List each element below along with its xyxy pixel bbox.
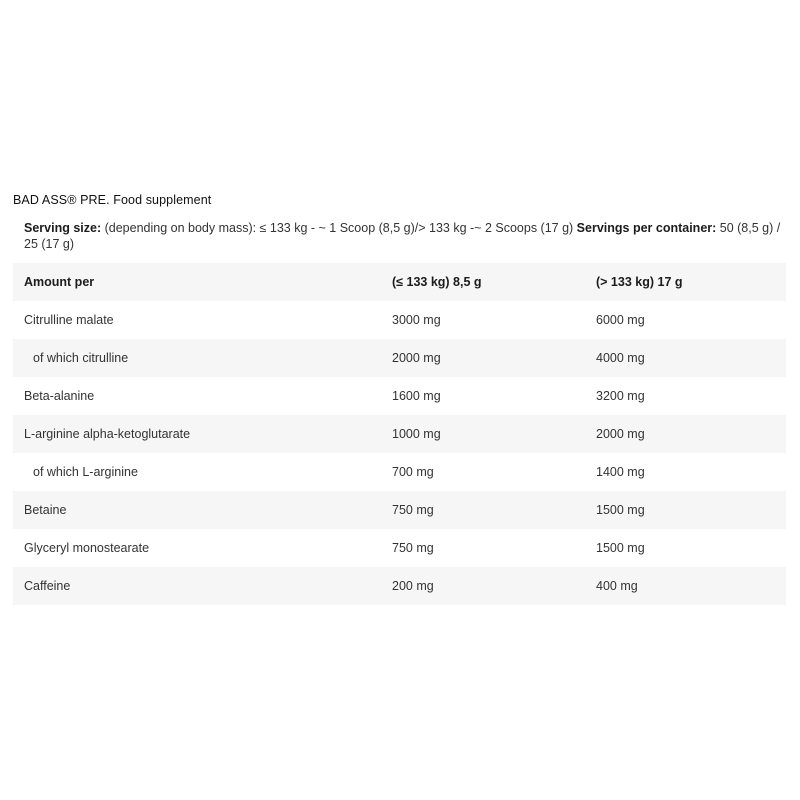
- ingredient-amount-small: 1000 mg: [392, 427, 441, 441]
- ingredient-amount-small: 750 mg: [392, 503, 434, 517]
- table-row: [13, 491, 786, 529]
- ingredient-amount-large: 1500 mg: [596, 503, 645, 517]
- ingredient-amount-small: 200 mg: [392, 579, 434, 593]
- serving-size-label: Serving size:: [24, 221, 102, 235]
- ingredient-amount-large: 6000 mg: [596, 313, 645, 327]
- ingredient-name: Glyceryl monostearate: [24, 541, 150, 555]
- header-large-serving: (> 133 kg) 17 g: [596, 275, 683, 289]
- ingredient-amount-small: 3000 mg: [392, 313, 441, 327]
- table-row: [13, 301, 786, 339]
- document-title: BAD ASS® PRE. Food supplement: [13, 193, 212, 207]
- servings-per-container-text: 50 (8,5 g) / 25 (17 g): [24, 221, 781, 251]
- table-row: [13, 529, 786, 567]
- ingredient-name: Citrulline malate: [24, 313, 114, 327]
- ingredient-name: Caffeine: [24, 579, 71, 593]
- table-row: [13, 415, 786, 453]
- ingredient-amount-large: 1400 mg: [596, 465, 645, 479]
- ingredient-amount-large: 3200 mg: [596, 389, 645, 403]
- ingredient-name: Beta-alanine: [24, 389, 95, 403]
- table-row: [13, 339, 786, 377]
- table-row: [13, 567, 786, 605]
- ingredient-amount-small: 2000 mg: [392, 351, 441, 365]
- ingredient-name: of which citrulline: [33, 351, 129, 365]
- ingredient-amount-small: 750 mg: [392, 541, 434, 555]
- ingredient-name: Betaine: [24, 503, 67, 517]
- table-row: [13, 377, 786, 415]
- ingredient-amount-small: 1600 mg: [392, 389, 441, 403]
- header-small-serving: (≤ 133 kg) 8,5 g: [392, 275, 482, 289]
- serving-info: [24, 220, 784, 252]
- ingredient-amount-large: 400 mg: [596, 579, 638, 593]
- ingredient-amount-small: 700 mg: [392, 465, 434, 479]
- servings-per-container-label: Servings per container:: [576, 221, 717, 235]
- ingredient-amount-large: 2000 mg: [596, 427, 645, 441]
- ingredient-amount-large: 4000 mg: [596, 351, 645, 365]
- ingredient-amount-large: 1500 mg: [596, 541, 645, 555]
- table-row: [13, 453, 786, 491]
- header-amount-per: Amount per: [24, 275, 95, 289]
- nutrition-table: [13, 263, 786, 605]
- ingredient-name: L-arginine alpha-ketoglutarate: [24, 427, 191, 441]
- serving-size-text: (depending on body mass): ≤ 133 kg - ~ 1 Scoop (8,5 g)/> 133 kg -~ 2 Scoops (17 g): [101, 221, 577, 235]
- ingredient-name: of which L-arginine: [33, 465, 138, 479]
- table-header-row: [13, 263, 786, 301]
